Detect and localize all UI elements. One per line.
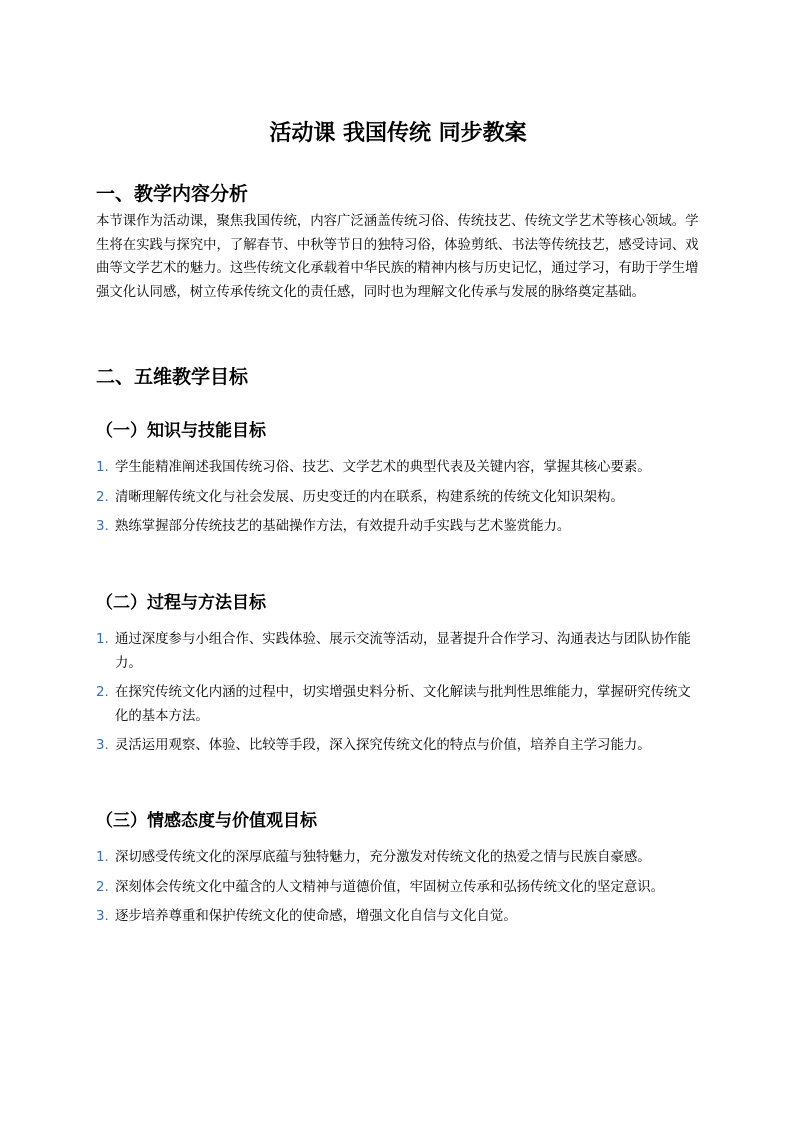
list-item-text: 深切感受传统文化的深厚底蕴与独特魅力，充分激发对传统文化的热爱之情与民族自豪感。 xyxy=(115,850,651,865)
list-item xyxy=(96,734,700,758)
subsection-heading-knowledge-skills: （一）知识与技能目标 xyxy=(96,421,266,441)
section-heading-objectives: 二、五维教学目标 xyxy=(96,366,249,388)
section-heading-content-analysis: 一、教学内容分析 xyxy=(96,183,249,205)
list-item xyxy=(96,515,700,539)
list-item xyxy=(96,486,700,510)
list-number: 2. xyxy=(96,879,109,895)
list-item xyxy=(96,876,700,900)
list-number: 3. xyxy=(96,909,109,925)
list-number: 3. xyxy=(96,519,109,535)
list-number: 1. xyxy=(96,850,109,865)
knowledge-skills-list xyxy=(96,456,700,545)
document-title: 活动课 我国传统 同步教案 xyxy=(269,121,527,146)
process-methods-list xyxy=(96,628,700,764)
list-item xyxy=(96,905,700,929)
list-number: 3. xyxy=(96,738,109,754)
content-analysis-paragraph: 本节课作为活动课，聚焦我国传统，内容广泛涵盖传统习俗、传统技艺、传统文学艺术等核心领域。学生将在实践与探究中，了解春节、中秋等节日的独特习俗，体验剪纸、书法等传统技艺，感受诗词、戏曲等文学艺术的魅力。这些传统文化承载着中华民族的精神内核与历史记忆，通过学习，有助于学生增强文化认同感，树立传承传统文化的责任感，同时也为理解文化传承与发展的脉络奠定基础。 xyxy=(96,214,699,300)
list-item xyxy=(96,628,700,675)
list-number: 1. xyxy=(96,632,109,647)
list-item xyxy=(96,456,700,480)
list-number: 2. xyxy=(96,489,109,505)
list-item xyxy=(96,846,700,870)
list-item-text: 通过深度参与小组合作、实践体验、展示交流等活动，显著提升合作学习、沟通表达与团队协作能力。 xyxy=(115,632,691,671)
list-item-text: 清晰理解传统文化与社会发展、历史变迁的内在联系，构建系统的传统文化知识架构。 xyxy=(115,489,624,505)
list-number: 1. xyxy=(96,460,109,475)
list-item-text: 逐步培养尊重和保护传统文化的使命感，增强文化自信与文化自觉。 xyxy=(115,909,517,925)
list-item xyxy=(96,681,700,728)
list-item-text: 灵活运用观察、体验、比较等手段，深入探究传统文化的特点与价值，培养自主学习能力。 xyxy=(115,738,651,754)
list-item-text: 在探究传统文化内涵的过程中，切实增强史料分析、文化解读与批判性思维能力，掌握研究传统文化的基本方法。 xyxy=(115,685,691,724)
subsection-heading-emotions-values: （三）情感态度与价值观目标 xyxy=(96,811,317,831)
emotions-values-list xyxy=(96,846,700,935)
list-item-text: 熟练掌握部分传统技艺的基础操作方法，有效提升动手实践与艺术鉴赏能力。 xyxy=(115,519,571,535)
list-item-text: 深刻体会传统文化中蕴含的人文精神与道德价值，牢固树立传承和弘扬传统文化的坚定意识。 xyxy=(115,879,665,895)
list-number: 2. xyxy=(96,685,109,701)
subsection-heading-process-methods: （二）过程与方法目标 xyxy=(96,593,266,613)
list-item-text: 学生能精准阐述我国传统习俗、技艺、文学艺术的典型代表及关键内容，掌握其核心要素。 xyxy=(115,460,651,475)
